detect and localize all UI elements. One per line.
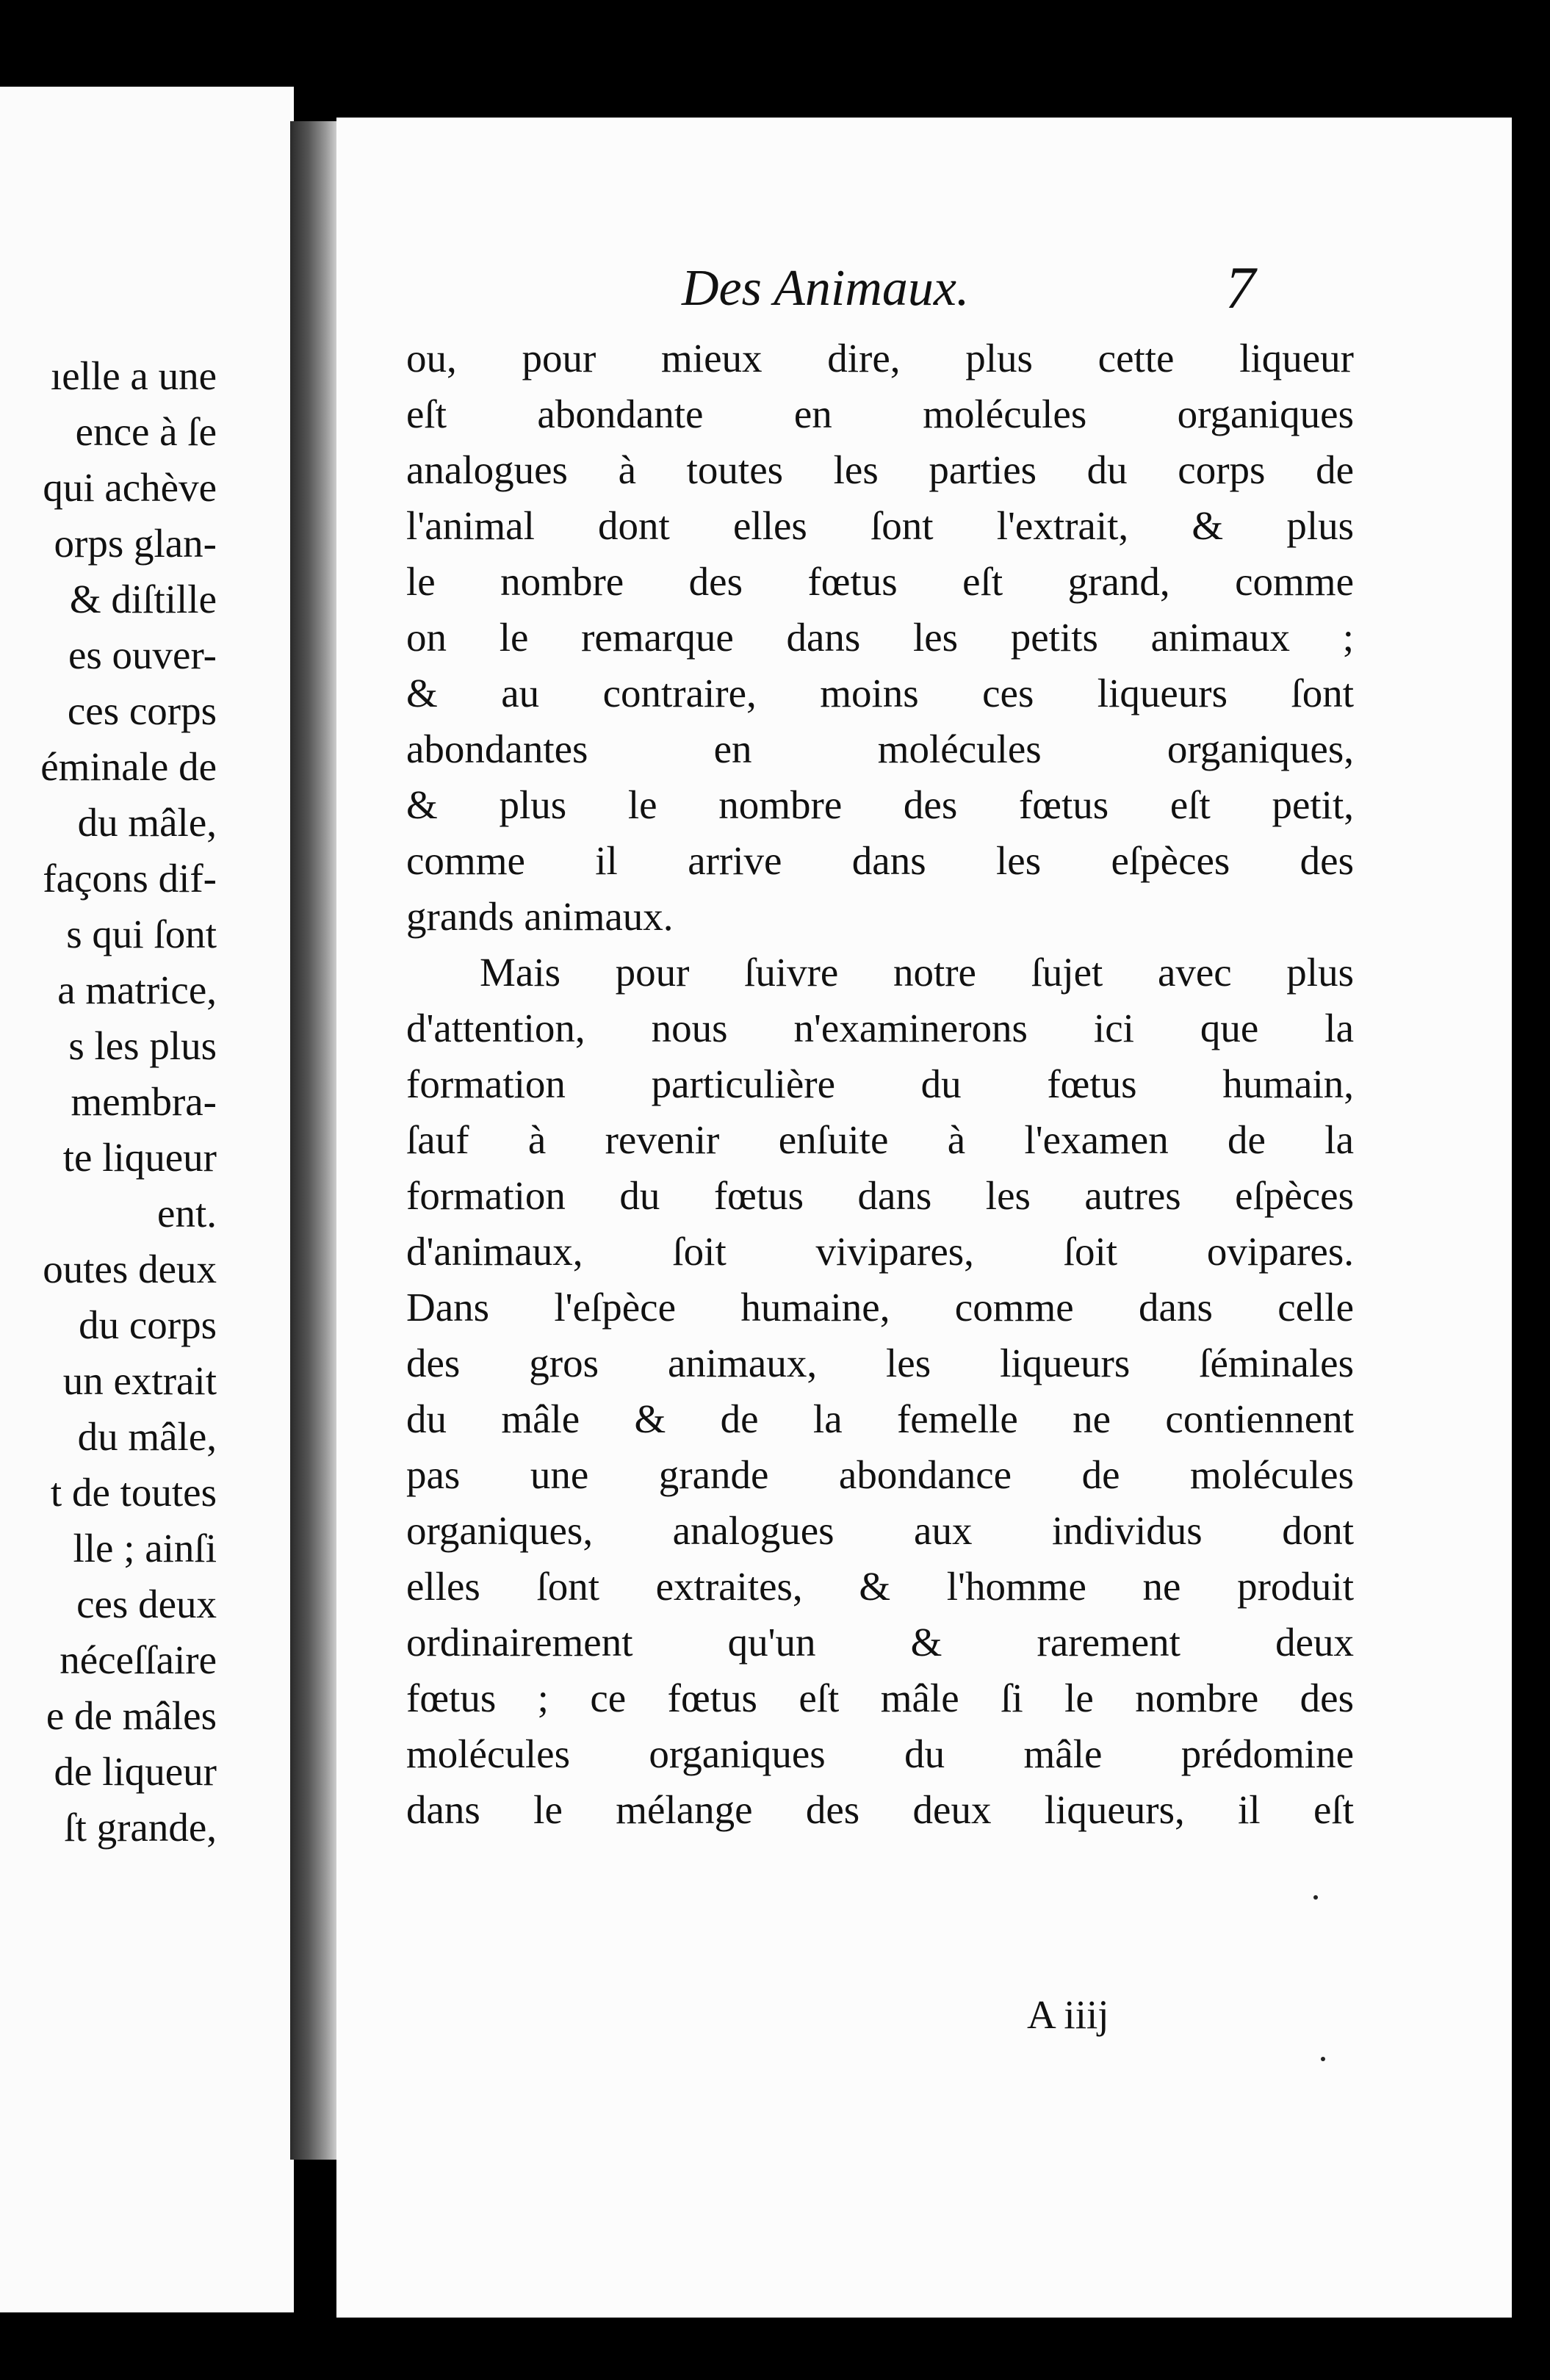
signature-mark: A iiij <box>1027 1992 1109 2037</box>
text-line: le nombre des fœtus eſt grand, comme <box>406 559 1354 604</box>
text-line: d'attention, nous n'examinerons ici que la <box>406 1006 1354 1050</box>
left-line: lle ; ainſi <box>73 1526 217 1571</box>
left-line: t de toutes <box>50 1470 217 1515</box>
text-line: du mâle & de la femelle ne contiennent <box>406 1396 1354 1441</box>
left-line: ıelle a une <box>51 353 217 398</box>
right-page <box>336 118 1512 2318</box>
text-line: grands animaux. <box>406 894 674 939</box>
page-number: 7 <box>1225 254 1255 321</box>
running-head: Des Animaux. <box>682 260 970 317</box>
text-line: l'animal dont elles ſont l'extrait, & plus <box>406 503 1354 548</box>
ink-speck <box>1321 2057 1325 2061</box>
text-line: ordinairement qu'un & rarement deux <box>406 1620 1354 1665</box>
left-line: a matrice, <box>57 967 217 1012</box>
left-line: te liqueur <box>62 1135 217 1180</box>
left-line: éminale de <box>40 744 217 789</box>
left-line: e de mâles <box>46 1693 217 1738</box>
left-line: du mâle, <box>77 1414 217 1459</box>
left-line: de liqueur <box>54 1749 217 1794</box>
text-line: des gros animaux, les liqueurs ſéminales <box>406 1341 1354 1385</box>
left-line: es ouver- <box>68 632 217 677</box>
paragraph-start-line: Mais pour ſuivre notre ſujet avec plus <box>480 950 1354 995</box>
left-line: ces corps <box>67 688 217 733</box>
left-line: membra- <box>71 1079 217 1124</box>
left-line: & diſtille <box>69 577 217 621</box>
left-line: du corps <box>79 1302 217 1347</box>
text-line: formation particulière du fœtus humain, <box>406 1061 1354 1106</box>
left-page-fragment <box>0 87 294 2312</box>
left-line: outes deux <box>43 1247 217 1291</box>
text-line: & au contraire, moins ces liqueurs ſont <box>406 671 1354 715</box>
left-line: qui achève <box>43 465 217 510</box>
left-line: s les plus <box>68 1023 217 1068</box>
left-line: du mâle, <box>77 800 217 845</box>
text-line: elles ſont extraites, & l'homme ne produit <box>406 1564 1354 1609</box>
left-line: ent. <box>157 1191 217 1236</box>
left-line: un extrait <box>62 1358 217 1403</box>
text-line: fœtus ; ce fœtus eſt mâle ſi le nombre des <box>406 1676 1354 1720</box>
text-line: ſauf à revenir enſuite à l'examen de la <box>406 1117 1354 1162</box>
text-line: eſt abondante en molécules organiques <box>406 392 1354 436</box>
text-line: pas une grande abondance de molécules <box>406 1452 1354 1497</box>
left-line: ſt grande, <box>64 1805 217 1850</box>
text-line: molécules organiques du mâle prédomine <box>406 1731 1354 1776</box>
left-line: orps glan- <box>54 521 217 566</box>
left-line: ces deux <box>76 1582 217 1626</box>
text-line: on le remarque dans les petits animaux ; <box>406 615 1354 660</box>
body-text <box>406 331 1354 1838</box>
left-line: ence à ſe <box>75 409 217 454</box>
text-line: dans le mélange des deux liqueurs, il eſt <box>406 1787 1354 1832</box>
left-page-text <box>40 348 217 1856</box>
text-line: d'animaux, ſoit vivipares, ſoit ovipares. <box>406 1229 1354 1274</box>
ink-speck <box>1313 1895 1318 1900</box>
text-line: Dans l'eſpèce humaine, comme dans celle <box>406 1285 1354 1330</box>
text-line: organiques, analogues aux individus dont <box>406 1508 1354 1553</box>
text-line: ou, pour mieux dire, plus cette liqueur <box>406 336 1354 381</box>
text-line: comme il arrive dans les eſpèces des <box>406 838 1354 883</box>
left-line: s qui ſont <box>66 912 217 956</box>
text-line: & plus le nombre des fœtus eſt petit, <box>406 782 1354 827</box>
left-line: façons dif- <box>43 856 217 901</box>
book-gutter-shadow <box>290 121 342 2160</box>
text-line: formation du fœtus dans les autres eſpèces <box>406 1173 1354 1218</box>
left-line: néceſſaire <box>60 1637 217 1682</box>
text-line: abondantes en molécules organiques, <box>406 726 1354 771</box>
text-line: analogues à toutes les parties du corps de <box>406 447 1354 492</box>
